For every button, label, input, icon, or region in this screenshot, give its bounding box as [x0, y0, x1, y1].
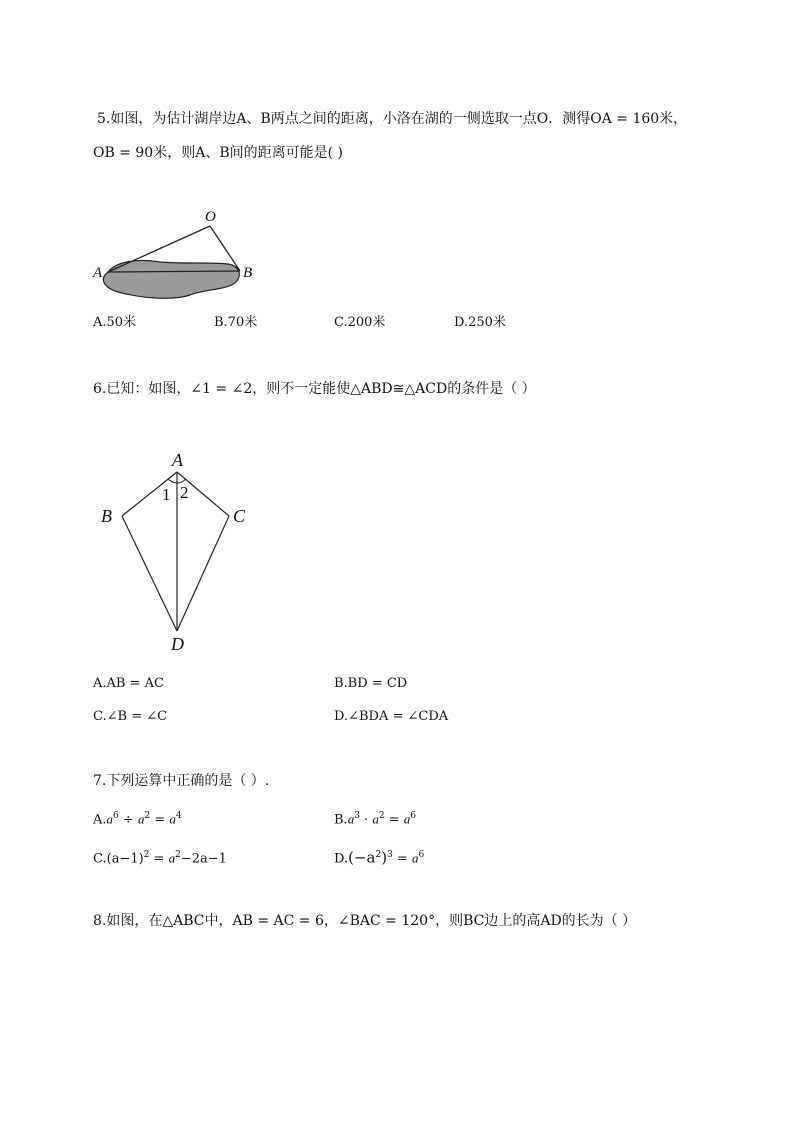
label-B: B	[243, 265, 253, 281]
label-C: C	[233, 506, 246, 526]
q6-option-d: D.∠BDA = ∠CDA	[334, 709, 449, 724]
label-A: A	[172, 450, 183, 470]
q6-option-b: B.BD = CD	[334, 676, 408, 691]
q6-option-a: A.AB = AC	[93, 676, 164, 691]
q5-option-c: C.200米	[334, 315, 386, 330]
q5-option-b: B.70米	[214, 315, 258, 330]
q7-option-c: $C.(a-1)^2 = a^2-2a-1$	[93, 850, 227, 867]
q7-line1: 7.下列运算中正确的是（ ）.	[93, 773, 270, 789]
label-O: O	[205, 209, 216, 225]
q6-option-c: C.∠B = ∠C	[93, 709, 168, 724]
q5-line2: OB = 90米，则A、B间的距离可能是( )	[93, 145, 343, 161]
q5-option-a: A.50米	[93, 315, 137, 330]
q5-line1: 5.如图，为估计湖岸边A、B两点之间的距离，小洛在湖的一侧选取一点O．测得OA = 160米，	[97, 111, 688, 127]
label-angle-2: 2	[180, 483, 189, 502]
q7-option-b: $B.a^3 \cdot a^2 = a^6$	[334, 811, 416, 828]
q6-line1: 6.已知：如图，∠1 = ∠2，则不一定能使△ABD≅△ACD的条件是（ ）	[93, 381, 536, 397]
label-A: A	[93, 265, 103, 281]
segment-CD	[177, 516, 229, 631]
q8-line1: 8.如图，在△ABC中，AB = AC = 6，∠BAC = 120°，则BC边上的高AD的长为（ ）	[93, 913, 637, 929]
label-angle-1: 1	[162, 485, 171, 504]
q7-option-d: $D.(-a^2)^3 = a^6$	[334, 848, 425, 867]
label-D: D	[171, 634, 184, 654]
segment-BD	[122, 516, 177, 631]
label-B: B	[101, 506, 112, 526]
q5-option-d: D.250米	[454, 315, 506, 330]
q7-option-a: $A.a^6 \div a^2 = a^4$	[93, 811, 182, 828]
